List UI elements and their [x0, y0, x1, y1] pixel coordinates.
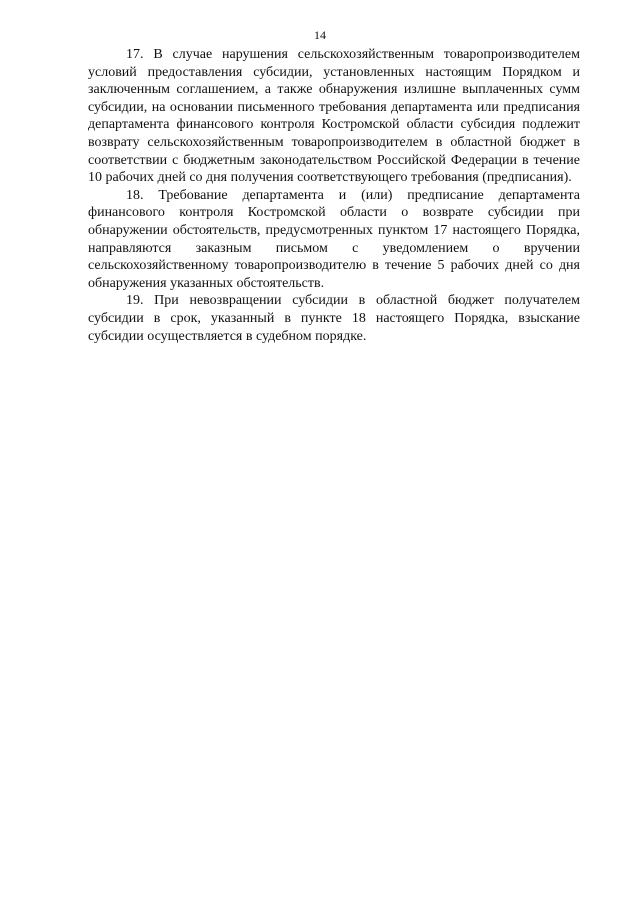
- document-body: [88, 46, 580, 345]
- page-number: 14: [314, 28, 326, 42]
- paragraph-17: 17. В случае нарушения сельскохозяйственным товаропроизводителем условий предоставления субсидии, установленных настоящим Порядком и заключенным соглашением, а также обнаружения излишне выплаченных сумм субсидии, на основании письменного требования департамента или предписания департамента финансового контроля Костромской области субсидия подлежит возврату сельскохозяйственным товаропроизводителем в областной бюджет в соответствии с бюджетным законодательством Российской Федерации в течение 10 рабочих дней со дня получения соответствующего требования (предписания).: [88, 47, 580, 186]
- paragraph-18: 18. Требование департамента и (или) предписание департамента финансового контроля Костромской области о возврате субсидии при обнаружении обстоятельств, предусмотренных пунктом 17 настоящего Порядка, направляются заказным письмом с уведомлением о вручении сельскохозяйственному товаропроизводителю в течение 5 рабочих дней со дня обнаружения указанных обстоятельств.: [88, 187, 580, 291]
- paragraph-19: 19. При невозвращении субсидии в областной бюджет получателем субсидии в срок, указанный в пункте 18 настоящего Порядка, взыскание субсидии осуществляется в судебном порядке.: [88, 293, 580, 344]
